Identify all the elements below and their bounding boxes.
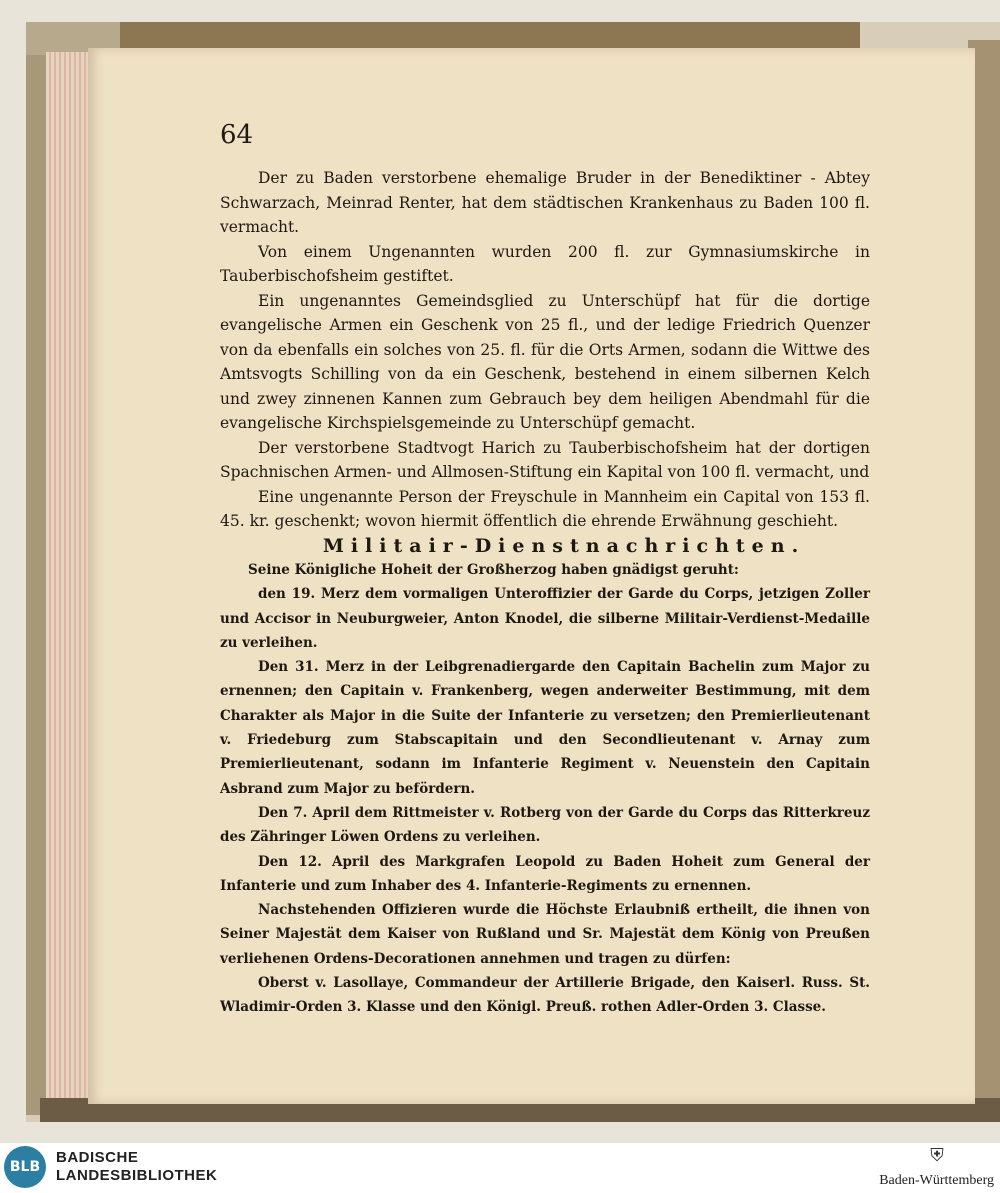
- military-paragraph: Den 7. April dem Rittmeister v. Rotberg von der Garde du Corps das Ritterkreuz des Zähringer Löwen Ordens zu verleihen.: [220, 804, 870, 846]
- military-paragraph: Oberst v. Lasollaye, Commandeur der Artillerie Brigade, den Kaiserl. Russ. St. Wladimir-Orden 3. Klasse und den Königl. Preuß. rothen Adler-Orden 3. Classe.: [220, 975, 870, 1016]
- page-edges: [46, 52, 94, 1110]
- cover-left-edge: [26, 55, 48, 1115]
- page-number: 64: [220, 120, 254, 150]
- military-paragraph: Den 31. Merz in der Leibgrenadiergarde den Capitain Bachelin zum Major zu ernennen; den Capitain v. Frankenberg, wegen anderweiter Bestimmung, mit dem Charakter als Major in die Suite der Infanterie zu versetzen; den Premierlieutenant v. Friedeburg zum Stabscapitain und den Secondlieutenant v. Arnay zum Premierlieutenant, sodann im Infanterie Regiment v. Neuenstein den Capitain Asbrand zum Major zu befördern.: [220, 659, 870, 797]
- military-paragraph: Nachstehenden Offizieren wurde die Höchste Erlaubniß ertheilt, die ihnen von Seiner Majestät dem Kaiser von Rußland und Sr. Majestät dem König von Preußen verliehenen Ordens-Decorationen annehmen und tragen zu dürfen:: [220, 902, 870, 967]
- library-name-line1: BADISCHE: [56, 1149, 139, 1166]
- blb-logo[interactable]: BLB: [4, 1146, 46, 1188]
- library-name[interactable]: [56, 1149, 217, 1185]
- page-text: [220, 166, 870, 1020]
- baden-wuerttemberg-label[interactable]: Baden-Württemberg: [879, 1173, 994, 1188]
- paragraph: Von einem Ungenannten wurden 200 fl. zur Gymnasiumskirche in Tauberbischofsheim gestiftet.: [220, 242, 870, 285]
- coat-of-arms-icon: ⛨: [930, 1145, 944, 1166]
- military-news: [220, 558, 870, 1020]
- section-heading: Militair-Dienstnachrichten.: [322, 534, 806, 557]
- paragraph: Der zu Baden verstorbene ehemalige Bruder in der Benediktiner - Abtey Schwarzach, Meinrad Renter, hat dem städtischen Krankenhaus zu Baden 100 fl. vermacht.: [220, 169, 870, 236]
- library-name-line2: LANDESBIBLIOTHEK: [56, 1167, 218, 1184]
- paragraph: Eine ungenannte Person der Freyschule in Mannheim ein Capital von 153 fl. 45. kr. geschenkt; wovon hiermit öffentlich die ehrende Erwähnung geschieht.: [220, 487, 870, 530]
- cover-top-edge: [120, 22, 860, 50]
- military-paragraph: Den 12. April des Markgrafen Leopold zu Baden Hoheit zum General der Infanterie und zum Inhaber des 4. Infanterie-Regiments zu ernennen.: [220, 853, 870, 894]
- paragraph: Ein ungenanntes Gemeindsglied zu Unterschüpf hat für die dortige evangelische Armen ein Geschenk von 25 fl., und der ledige Friedrich Quenzer von da ebenfalls ein solches von 25. fl. für die Orts Armen, sodann die Wittwe des Amtsvogts Schilling von da ein Geschenk, bestehend in einem silbernen Kelch und zwey zinnenen Kannen zum Gebrauch bey dem heiligen Abendmahl für die evangelische Kirchspielsgemeinde zu Unterschüpf gemacht.: [220, 291, 870, 432]
- footer-bar: [0, 1143, 1000, 1193]
- military-intro: Seine Königliche Hoheit der Großherzog haben gnädigst geruht:: [248, 562, 739, 578]
- military-paragraph: den 19. Merz dem vormaligen Unteroffizier der Garde du Corps, jetzigen Zoller und Accisor in Neuburgweier, Anton Knodel, die silberne Militair-Verdienst-Medaille zu verleihen.: [220, 586, 870, 651]
- paragraph: Der verstorbene Stadtvogt Harich zu Tauberbischofsheim hat der dortigen Spachnischen Armen- und Allmosen-Stiftung ein Kapital von 100 fl. vermacht, und: [220, 438, 870, 481]
